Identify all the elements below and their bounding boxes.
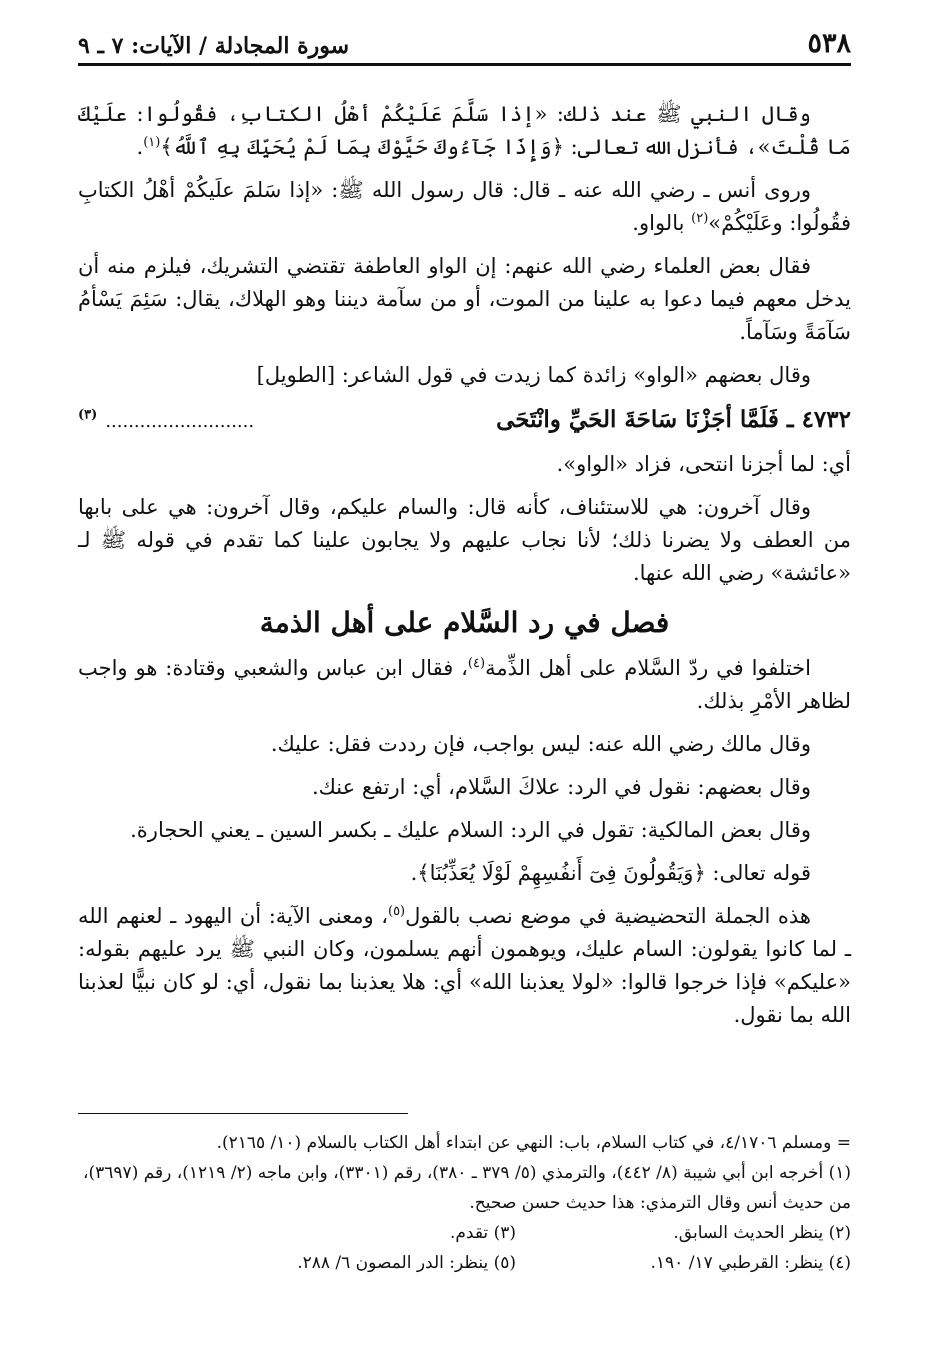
paragraph-text: اختلفوا في ردّ السَّلام على أهل الذِّمة <box>485 656 811 680</box>
page-number: ٥٣٨ <box>807 28 851 59</box>
paragraph: وقال آخرون: هي للاستئناف، كأنه قال: والسام عليكم، وقال آخرون: هي على بابها من العطف ولا يضرنا ذلك؛ لأنا نجاب عليهم ولا يجابون علينا كما تقدم في قوله ﷺ لـ «عائشة» رضي الله عنها. <box>78 495 851 585</box>
paragraph-text: وروى أنس ـ رضي الله عنه ـ قال: قال رسول الله ﷺ: «إذا سَلمَ علَيكُمْ أهْلُ الكتابِ فقُولُوا: وعَلَيْكُمْ» <box>78 178 851 235</box>
footnote-row <box>78 1218 851 1248</box>
footnote: (١) أخرجه ابن أبي شيبة (٨/ ٤٤٢)، والترمذي (٥/ ٣٧٩ ـ ٣٨٠)، رقم (٣٣٠١)، وابن ماجه (٢/ ١٢١٩)، رقم (٣٦٩٧)، من حديث أنس وقال الترمذي: هذا حديث حسن صحيح. <box>83 1163 851 1213</box>
footnote: (٢) ينظر الحديث السابق. <box>673 1223 851 1243</box>
footnote-ref: (١) <box>143 135 161 150</box>
footnote: (٣) تقدم. <box>449 1223 516 1243</box>
footnote: (٤) ينظر: القرطبي ١٧/ ١٩٠. <box>650 1253 851 1273</box>
footnote-divider <box>78 1113 408 1114</box>
poetry-verse <box>78 402 851 440</box>
paragraph-text: ، ومعنى الآية: أن اليهود ـ لعنهم الله ـ لما كانوا يقولون: السام عليك، ويوهمون أنهم يسلمون، وكان النبي ﷺ يرد عليهم بقوله: «عليكم» فإذا خرجوا قالوا: «لولا يعذبنا الله» أي: هلا يعذبنا بما نقول، أي: لو كان نبيًّا لعذبنا الله بما نقول. <box>78 904 851 1027</box>
paragraph-text: وقال النبي ﷺ عند ذلك: «إذا سَلَّمَ عَلَيْكُمْ أهْلُ الكتابِ، فقُولُوا: علَيْكَ مَا قُلْتَ»، فأنزل الله تعالى: ﴿وَإِذَا جَآءُوكَ حَيَّوْكَ بِمَا لَمْ يُحَيِّكَ بِهِ ٱللَّهُ﴾ <box>78 102 851 159</box>
verse-text: ٤٧٣٢ ـ فَلَمَّا أجَزْنَا سَاحَةَ الحَيِّ وانْتَحَى <box>496 406 851 433</box>
main-text <box>78 98 851 1042</box>
footnote-ref: (٣) <box>78 407 98 423</box>
paragraph: وقال بعضهم: نقول في الرد: علاكَ السَّلام، أي: ارتفع عنك. <box>311 775 811 799</box>
paragraph <box>78 174 851 240</box>
paragraph-text: ، فقال ابن عباس والشعبي وقتادة: هو واجب لظاهر الأمْرِ بذلك. <box>78 656 851 713</box>
paragraph: وقال مالك رضي الله عنه: ليس بواجب، فإن رددت فقل: عليك. <box>270 732 811 756</box>
running-header <box>78 30 851 66</box>
footnote-ref: (٥) <box>387 904 406 919</box>
paragraph-text: بالواو. <box>632 211 692 235</box>
paragraph <box>78 98 851 164</box>
footnote-ref: (٤) <box>467 656 486 671</box>
footnote: (٥) ينظر: الدر المصون ٦/ ٢٨٨. <box>297 1253 516 1273</box>
paragraph: أي: لما أجزنا انتحى، فزاد «الواو». <box>556 452 851 476</box>
paragraph: وقال بعض المالكية: تقول في الرد: السلام عليك ـ بكسر السين ـ يعني الحجارة. <box>130 818 811 842</box>
running-title: سورة المجادلة / الآيات: ٧ ـ ٩ <box>78 33 350 59</box>
paragraph-text: هذه الجملة التحضيضية في موضع نصب بالقول <box>405 904 811 928</box>
footnote-row <box>78 1248 851 1278</box>
paragraph <box>78 652 851 718</box>
paragraph <box>78 900 851 1032</box>
paragraph: قوله تعالى: ﴿وَيَقُولُونَ فِىٓ أَنفُسِهِمْ لَوْلَا يُعَذِّبُنَا﴾. <box>410 861 811 885</box>
paragraph-text: . <box>136 135 144 159</box>
paragraph: وقال بعضهم «الواو» زائدة كما زيدت في قول الشاعر: [الطويل] <box>256 363 811 387</box>
footnote: = ومسلم ٤/١٧٠٦، في كتاب السلام، باب: النهي عن ابتداء أهل الكتاب بالسلام (١٠/ ٢١٦٥). <box>216 1133 851 1153</box>
verse-dots: .......................... <box>105 411 255 432</box>
footnotes <box>78 1128 851 1278</box>
paragraph: فقال بعض العلماء رضي الله عنهم: إن الواو العاطفة تقتضي التشريك، فيلزم منه أن يدخل معهم فيما دعوا به علينا من الموت، أو من سآمة ديننا وهو الهلاك، يقال: سَئِمَ يَسْأمُ سَآمَةً وسَآماً. <box>78 254 851 344</box>
section-title: فصل في رد السَّلام على أهل الذمة <box>259 606 670 639</box>
footnote-ref: (٢) <box>691 211 709 226</box>
